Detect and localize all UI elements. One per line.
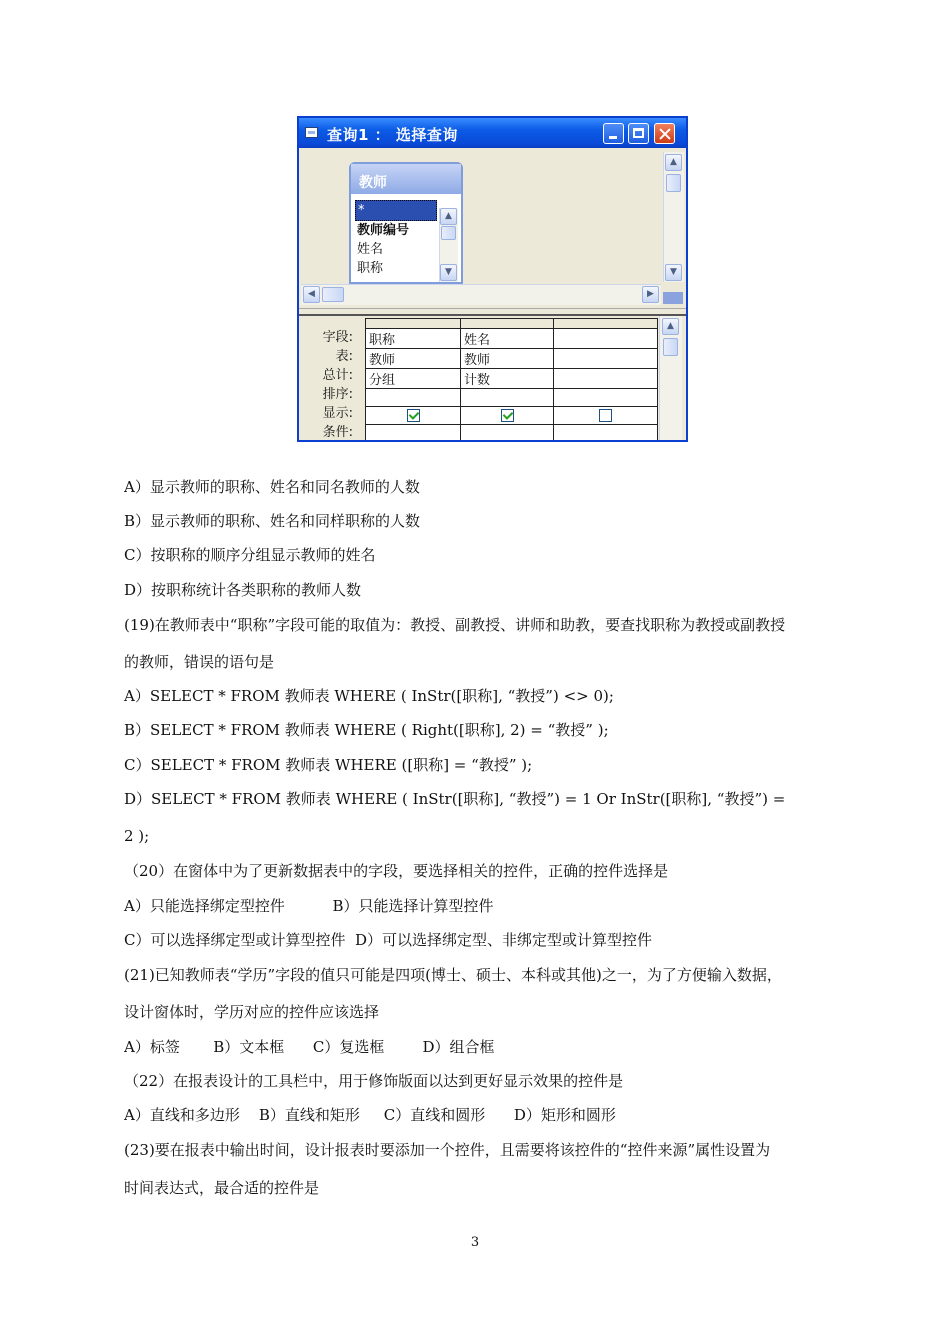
option-line: B）显示教师的职称、姓名和同样职称的人数 [124, 512, 421, 530]
question-line: 时间表达式，最合适的控件是 [124, 1179, 320, 1197]
column-selector[interactable] [461, 319, 554, 329]
design-grid-vscroll[interactable] [659, 316, 682, 440]
grid-cell-show [461, 407, 554, 425]
column-selector[interactable] [554, 319, 658, 329]
option-line: A）显示教师的职称、姓名和同名教师的人数 [124, 478, 420, 496]
window-titlebar[interactable] [299, 118, 686, 148]
row-label-show: 显示: [322, 406, 353, 421]
grid-row-table [366, 349, 658, 369]
scroll-down-icon[interactable]: ▼ [665, 264, 682, 281]
grid-cell-table[interactable] [554, 349, 658, 369]
grid-row-show [366, 407, 658, 425]
question-line: (21)已知教师表“学历”字段的值只可能是四项(博士、硕士、本科或其他)之一，为了方便输入数据， [124, 966, 782, 984]
grid-cell-show [366, 407, 461, 425]
scroll-up-icon[interactable]: ▲ [440, 208, 457, 225]
option-line: D）按职称统计各类职称的教师人数 [124, 581, 362, 599]
maximize-button[interactable] [628, 123, 649, 144]
grid-cell-sort[interactable] [554, 389, 658, 407]
option-line: 2 ); [124, 827, 150, 845]
page-number: 3 [470, 1235, 480, 1250]
grid-cell-criteria[interactable] [461, 425, 554, 443]
column-selector-row [366, 319, 658, 329]
field-list-item[interactable]: * [355, 200, 437, 221]
grid-row-criteria [366, 425, 658, 443]
question-line: 设计窗体时，学历对应的控件应该选择 [124, 1003, 380, 1021]
question-line: 的教师，错误的语句是 [124, 653, 275, 671]
field-list [355, 200, 437, 278]
grid-cell-field[interactable]: 职称 [366, 329, 461, 349]
scroll-down-icon[interactable]: ▼ [440, 264, 457, 281]
row-label-total: 总计: [322, 368, 353, 383]
question-line: （22）在报表设计的工具栏中，用于修饰版面以达到更好显示效果的控件是 [124, 1072, 624, 1090]
show-checkbox[interactable] [599, 409, 612, 422]
row-label-field: 字段: [322, 330, 353, 345]
grid-cell-total[interactable] [554, 369, 658, 389]
scroll-left-icon[interactable]: ◀ [303, 286, 320, 303]
table-pane [299, 148, 686, 308]
show-checkbox[interactable] [501, 409, 514, 422]
grid-row-labels [299, 328, 355, 442]
table-pane-vscroll[interactable] [663, 152, 684, 282]
grid-cell-criteria[interactable] [554, 425, 658, 443]
grid-cell-table[interactable]: 教师 [366, 349, 461, 369]
grid-cell-table[interactable]: 教师 [461, 349, 554, 369]
question-line: （20）在窗体中为了更新数据表中的字段，要选择相关的控件，正确的控件选择是 [124, 862, 669, 880]
grid-cell-total[interactable]: 计数 [461, 369, 554, 389]
field-list-item[interactable]: 职称 [357, 261, 384, 276]
scroll-right-icon[interactable]: ▶ [642, 286, 659, 303]
grid-cell-show [554, 407, 658, 425]
window-title: 查询1 ： 选择查询 [327, 126, 458, 144]
show-checkbox[interactable] [407, 409, 420, 422]
option-line: C）SELECT * FROM 教师表 WHERE ([职称] = “教授” ); [124, 756, 533, 774]
option-line: D）SELECT * FROM 教师表 WHERE ( InStr([职称], “教授”) = 1 Or InStr([职称], “教授”) = [124, 790, 786, 808]
question-line: (23)要在报表中输出时间，设计报表时要添加一个控件，且需要将该控件的“控件来源”属性设置为 [124, 1141, 771, 1159]
grid-cell-field[interactable]: 姓名 [461, 329, 554, 349]
column-selector[interactable] [366, 319, 461, 329]
grid-row-sort [366, 389, 658, 407]
grid-cell-total[interactable]: 分组 [366, 369, 461, 389]
field-list-teacher[interactable] [349, 162, 463, 284]
query-window-icon [305, 127, 318, 138]
field-list-scrollbar[interactable] [439, 208, 458, 282]
field-list-title: 教师 [351, 164, 461, 194]
question-line: (19)在教师表中“职称”字段可能的取值为：教授、副教授、讲师和助教，要查找职称为教授或副教授 [124, 616, 786, 634]
option-line: A）只能选择绑定型控件 B）只能选择计算型控件 [124, 897, 494, 915]
table-pane-hscroll[interactable] [301, 284, 661, 305]
option-line: A）SELECT * FROM 教师表 WHERE ( InStr([职称], “教授”) <> 0); [124, 687, 614, 705]
design-grid-pane [299, 316, 686, 440]
row-label-criteria: 条件: [322, 425, 353, 440]
option-line: C）可以选择绑定型或计算型控件 D）可以选择绑定型、非绑定型或计算型控件 [124, 931, 653, 949]
grid-row-field [366, 329, 658, 349]
scroll-up-icon[interactable]: ▲ [665, 154, 682, 171]
field-list-item[interactable]: 姓名 [357, 242, 384, 257]
close-button[interactable] [654, 123, 675, 144]
query-window [297, 116, 688, 442]
scroll-corner [663, 292, 683, 304]
pane-splitter[interactable] [299, 308, 686, 316]
grid-cell-sort[interactable] [461, 389, 554, 407]
grid-cell-sort[interactable] [366, 389, 461, 407]
scroll-up-icon[interactable]: ▲ [662, 318, 679, 335]
option-line: A）直线和多边形 B）直线和矩形 C）直线和圆形 D）矩形和圆形 [124, 1106, 616, 1124]
grid-row-total [366, 369, 658, 389]
field-list-item[interactable]: 教师编号 [357, 223, 410, 238]
minimize-button[interactable] [603, 123, 624, 144]
grid-cell-field[interactable] [554, 329, 658, 349]
option-line: C）按职称的顺序分组显示教师的姓名 [124, 546, 376, 564]
scroll-thumb[interactable] [666, 174, 681, 192]
design-grid [365, 318, 658, 442]
option-line: B）SELECT * FROM 教师表 WHERE ( Right([职称], 2) = “教授” ); [124, 721, 609, 739]
scroll-thumb[interactable] [663, 338, 678, 356]
grid-cell-criteria[interactable] [366, 425, 461, 443]
scroll-thumb[interactable] [441, 226, 456, 240]
row-label-table: 表: [335, 349, 353, 364]
option-line: A）标签 B）文本框 C）复选框 D）组合框 [124, 1038, 495, 1056]
row-label-sort: 排序: [322, 387, 353, 402]
scroll-thumb[interactable] [322, 287, 344, 302]
